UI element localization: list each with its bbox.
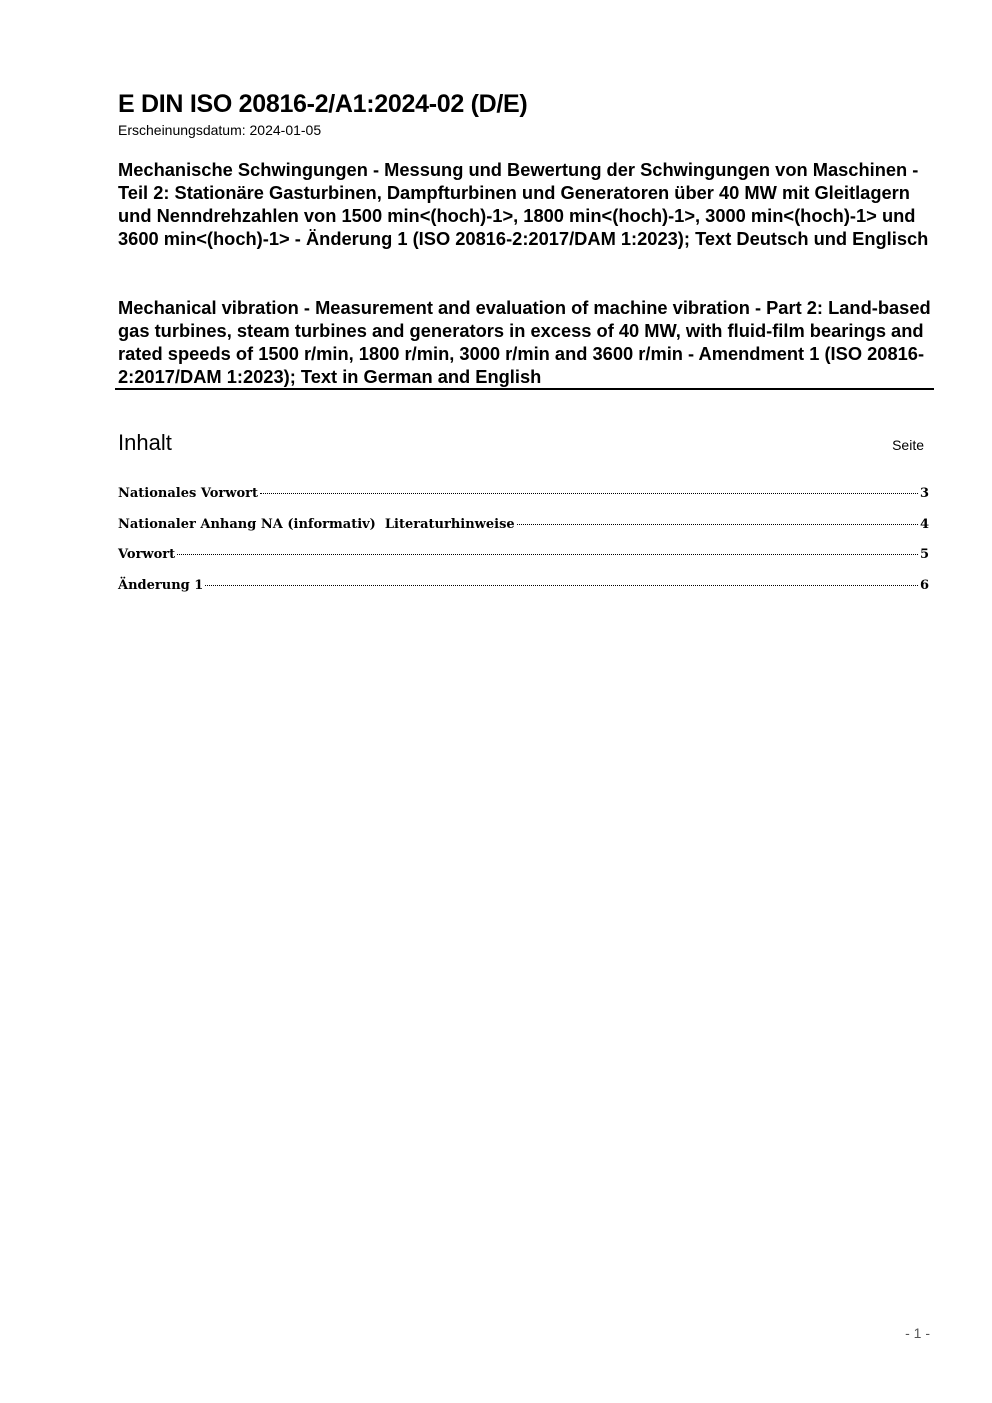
- toc-leader-dots: [205, 585, 918, 586]
- toc-heading: Inhalt: [118, 430, 172, 455]
- title-divider: [115, 388, 934, 390]
- toc-entry-label: Nationaler Anhang NA (informativ) Literaturhinweise: [118, 516, 515, 532]
- toc-entry-page: 4: [919, 516, 929, 532]
- toc-entry-label: Nationales Vorwort: [118, 486, 258, 501]
- title-german: Mechanische Schwingungen - Messung und Bewertung der Schwingungen von Maschinen - Teil 2: Stationäre Gasturbinen, Dampfturbinen und Generatoren über 40 MW mit Gleitlagern und Nenndrehzahlen von 1500 min<(hoch)-1>, 1800 min<(hoch)-1>, 3000 min<(hoch)-1> und 3600 min<(hoch)-1> - Änderung 1 (ISO 20816-2:2017/DAM 1:2023); Text Deutsch und Englisch: [118, 159, 929, 249]
- toc-page-label: Seite: [892, 437, 924, 453]
- toc-entry-aenderung-1[interactable]: [118, 578, 929, 609]
- toc-entry-label: Änderung 1: [118, 577, 204, 593]
- title-english: Mechanical vibration - Measurement and evaluation of machine vibration - Part 2: Land-based gas turbines, steam turbines and generators in excess of 40 MW, with fluid-film bearings and rated speeds of 1500 r/min, 1800 r/min, 3000 r/min and 3600 r/min - Amendment 1 (ISO 20816-2:2017/DAM 1:2023); Text in German and English: [118, 297, 931, 387]
- toc-entry-nationales-vorwort[interactable]: [118, 486, 929, 517]
- toc-leader-dots: [517, 524, 918, 525]
- toc-entry-page: 5: [919, 547, 929, 562]
- toc-entry-page: 6: [919, 577, 929, 593]
- toc-entry-page: 3: [919, 486, 929, 501]
- toc-leader-dots: [260, 493, 918, 494]
- toc-entry-label: Vorwort: [118, 547, 176, 562]
- toc-leader-dots: [177, 554, 918, 555]
- page-number: - 1 -: [905, 1325, 930, 1341]
- table-of-contents: [118, 486, 929, 608]
- document-title: E DIN ISO 20816-2/A1:2024-02 (D/E): [118, 90, 528, 118]
- publication-date: Erscheinungsdatum: 2024-01-05: [118, 122, 322, 138]
- toc-entry-vorwort[interactable]: [118, 547, 929, 578]
- toc-entry-nationaler-anhang[interactable]: [118, 517, 929, 548]
